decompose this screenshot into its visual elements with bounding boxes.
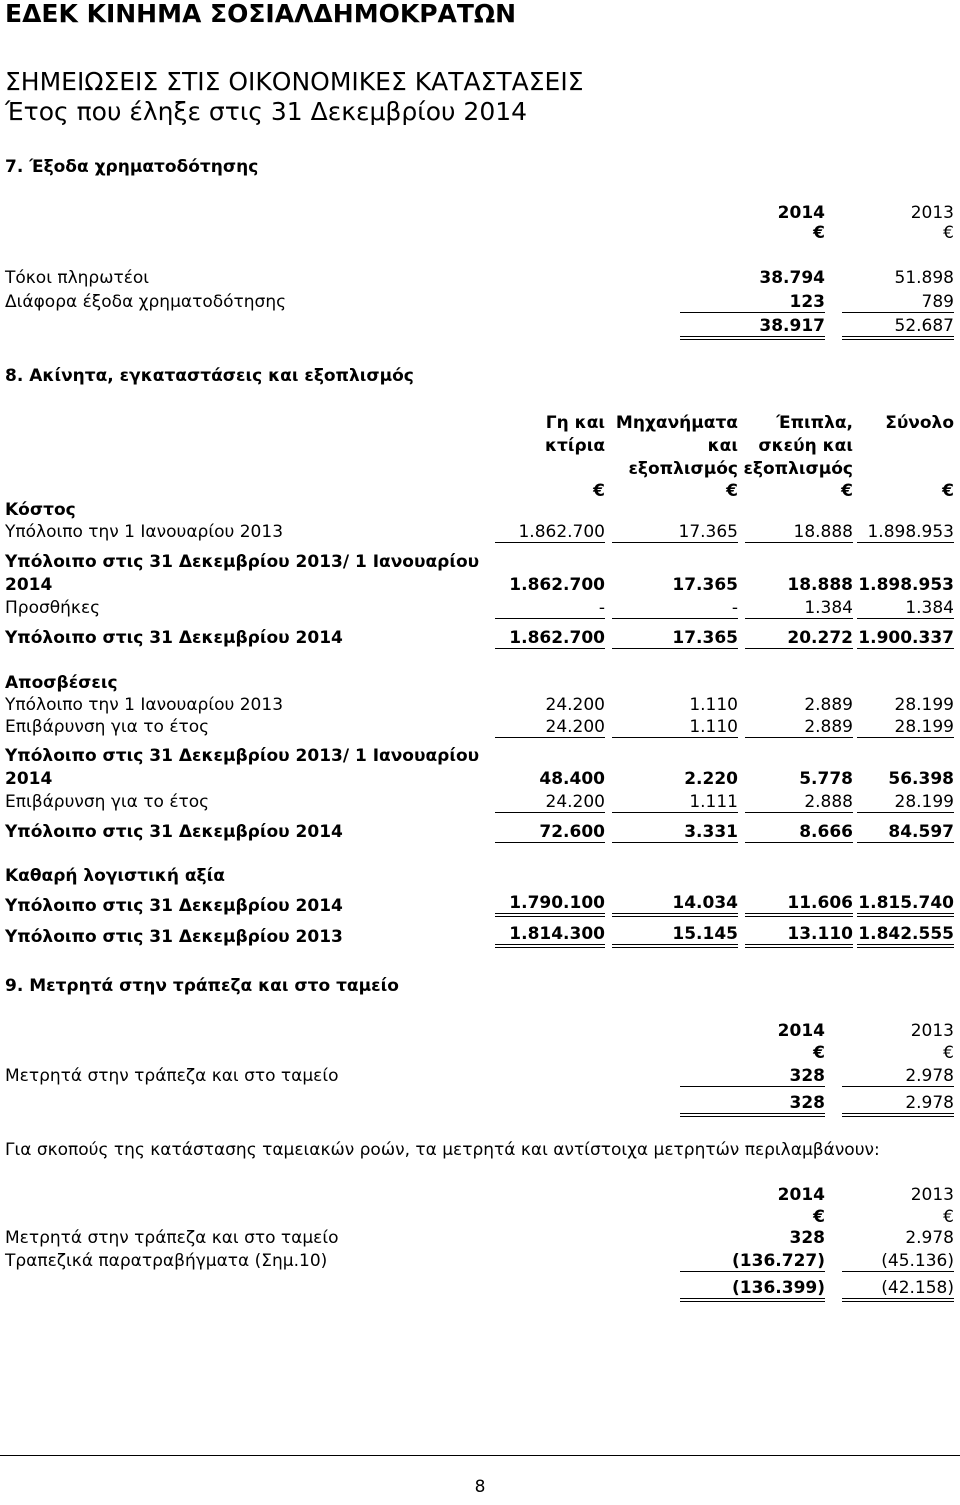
cost-row-additions-c3: 1.384 [745, 598, 853, 619]
nbv-row-2013-c4: 1.842.555 [857, 924, 954, 948]
dep-row-2014close-c4: 84.597 [857, 822, 954, 843]
col-header-line: και [707, 436, 738, 456]
dep-row-opening-c4: 28.199 [894, 695, 954, 715]
note9b-total-2013: (42.158) [842, 1278, 954, 1302]
note7-row-interest-2014: 38.794 [759, 268, 825, 288]
note9b-overdraft-label: Τραπεζικά παρατραβήγματα (Σημ.10) [5, 1251, 328, 1271]
note8-currency-c3: € [841, 481, 853, 501]
nbv-row-2014-c3: 11.606 [745, 893, 853, 917]
nbv-row-2014-c2: 14.034 [612, 893, 738, 917]
note9-cashflow-note: Για σκοπούς της κατάστασης ταμειακών ροών, τα μετρητά και αντίστοιχα μετρητών περιλαμβάνουν: [5, 1140, 880, 1160]
note9-currency-2013: € [943, 1043, 954, 1063]
note7-row-other-2014: 123 [680, 292, 825, 313]
note7-year-2014: 2014 [777, 203, 825, 223]
dep-row-2013close-c4: 56.398 [888, 769, 954, 789]
dep-row-2013close-label2: 2014 [5, 769, 53, 789]
note9b-cash-2013: 2.978 [905, 1228, 954, 1248]
note9-year-2013: 2013 [910, 1021, 954, 1041]
note9-cash-label: Μετρητά στην τράπεζα και στο ταμείο [5, 1066, 339, 1086]
dep-row-2014close-c2: 3.331 [612, 822, 738, 843]
note8-currency-c1: € [593, 481, 605, 501]
dep-row-2014close-c3: 8.666 [745, 822, 853, 843]
note9b-total-2014: (136.399) [680, 1278, 825, 1302]
nbv-row-2013-c3: 13.110 [745, 924, 853, 948]
nbv-row-2013-label: Υπόλοιπο στις 31 Δεκεμβρίου 2013 [5, 927, 343, 947]
note8-col-furniture [740, 412, 853, 481]
cost-row-2013close-c4: 1.898.953 [858, 575, 954, 595]
note9b-overdraft-2014: (136.727) [680, 1251, 825, 1272]
note9b-currency-2013: € [943, 1207, 954, 1227]
dep-row-charge2013-c2: 1.110 [612, 717, 738, 738]
cost-row-2014close-c2: 17.365 [612, 628, 738, 649]
dep-row-opening-c1: 24.200 [545, 695, 605, 715]
cost-row-2014close-label: Υπόλοιπο στις 31 Δεκεμβρίου 2014 [5, 628, 343, 648]
note7-currency-2013: € [943, 223, 954, 243]
nbv-row-2013-c2: 15.145 [612, 924, 738, 948]
note9b-cash-label: Μετρητά στην τράπεζα και στο ταμείο [5, 1228, 339, 1248]
cost-row-opening-c3: 18.888 [745, 522, 853, 543]
note9-cash-2014: 328 [680, 1066, 825, 1087]
note9b-overdraft-2013: (45.136) [842, 1251, 954, 1272]
note7-row-interest-label: Τόκοι πληρωτέοι [5, 268, 150, 288]
dep-row-charge2013-c3: 2.889 [745, 717, 853, 738]
doc-subtitle: Έτος που έληξε στις 31 Δεκεμβρίου 2014 [5, 97, 528, 126]
dep-row-opening-c3: 2.889 [804, 695, 853, 715]
cost-row-opening-c2: 17.365 [612, 522, 738, 543]
nbv-row-2013-c1: 1.814.300 [495, 924, 605, 948]
cost-row-2013close-c3: 18.888 [787, 575, 853, 595]
dep-row-charge2013-c1: 24.200 [495, 717, 605, 738]
dep-row-2013close-c3: 5.778 [799, 769, 853, 789]
dep-row-charge2014-c3: 2.888 [745, 792, 853, 813]
note8-nbv-heading: Καθαρή λογιστική αξία [5, 866, 225, 886]
cost-row-2013close-label1: Υπόλοιπο στις 31 Δεκεμβρίου 2013/ 1 Ιανουαρίου [5, 552, 480, 572]
note9-cash-2013: 2.978 [842, 1066, 954, 1087]
col-header-line: Σύνολο [885, 413, 954, 433]
dep-row-charge2014-c1: 24.200 [495, 792, 605, 813]
note8-dep-heading: Αποσβέσεις [5, 673, 118, 693]
note7-title: 7. Έξοδα χρηματοδότησης [5, 157, 259, 177]
note9-year-2014: 2014 [777, 1021, 825, 1041]
cost-row-opening-c4: 1.898.953 [857, 522, 954, 543]
doc-title: ΣΗΜΕΙΩΣΕΙΣ ΣΤΙΣ ΟΙΚΟΝΟΜΙΚΕΣ ΚΑΤΑΣΤΑΣΕΙΣ [5, 67, 584, 96]
cost-row-opening-c1: 1.862.700 [495, 522, 605, 543]
col-header-line: κτίρια [544, 436, 605, 456]
note9-total-2014: 328 [680, 1093, 825, 1117]
page-number: 8 [474, 1477, 486, 1497]
note8-currency-c2: € [726, 481, 738, 501]
dep-row-charge2014-label: Επιβάρυνση για το έτος [5, 792, 210, 812]
cost-row-opening-label: Υπόλοιπο την 1 Ιανουαρίου 2013 [5, 522, 284, 542]
cost-row-2013close-label2: 2014 [5, 575, 53, 595]
note8-title: 8. Ακίνητα, εγκαταστάσεις και εξοπλισμός [5, 366, 414, 386]
nbv-row-2014-label: Υπόλοιπο στις 31 Δεκεμβρίου 2014 [5, 896, 343, 916]
note7-row-interest-2013: 51.898 [894, 268, 954, 288]
cost-row-2014close-c1: 1.862.700 [495, 628, 605, 649]
col-header-line: εξοπλισμός [628, 459, 738, 479]
dep-row-2013close-c1: 48.400 [539, 769, 605, 789]
note7-currency-2014: € [813, 223, 825, 243]
dep-row-2014close-label: Υπόλοιπο στις 31 Δεκεμβρίου 2014 [5, 822, 343, 842]
note8-col-machinery [610, 412, 738, 481]
col-header-line: Γη και [545, 413, 605, 433]
nbv-row-2014-c4: 1.815.740 [857, 893, 954, 917]
dep-row-charge2014-c2: 1.111 [612, 792, 738, 813]
dep-row-charge2013-label: Επιβάρυνση για το έτος [5, 717, 210, 737]
org-title: ΕΔΕΚ ΚΙΝΗΜΑ ΣΟΣΙΑΛΔΗΜΟΚΡΑΤΩΝ [5, 0, 517, 28]
col-header-line: εξοπλισμός [743, 459, 853, 479]
note9b-currency-2014: € [813, 1207, 825, 1227]
cost-row-additions-c4: 1.384 [857, 598, 954, 619]
dep-row-charge2014-c4: 28.199 [857, 792, 954, 813]
col-header-line: Έπιπλα, [776, 413, 853, 433]
dep-row-opening-c2: 1.110 [689, 695, 738, 715]
note9b-year-2013: 2013 [910, 1185, 954, 1205]
note8-col-total [855, 412, 954, 435]
nbv-row-2014-c1: 1.790.100 [495, 893, 605, 917]
note8-col-land-buildings [500, 412, 605, 458]
cost-row-2013close-c1: 1.862.700 [509, 575, 605, 595]
note9-currency-2014: € [813, 1043, 825, 1063]
dep-row-opening-label: Υπόλοιπο την 1 Ιανουαρίου 2013 [5, 695, 284, 715]
cost-row-additions-c1: - [495, 598, 605, 619]
dep-row-2013close-label1: Υπόλοιπο στις 31 Δεκεμβρίου 2013/ 1 Ιανουαρίου [5, 746, 480, 766]
note7-total-2014: 38.917 [680, 316, 825, 340]
col-header-line: Μηχανήματα [615, 413, 738, 433]
cost-row-2014close-c4: 1.900.337 [858, 628, 954, 648]
col-header-line: σκεύη και [758, 436, 853, 456]
note9b-year-2014: 2014 [777, 1185, 825, 1205]
cost-row-2014close-c3: 20.272 [745, 628, 853, 649]
note8-cost-heading: Κόστος [5, 500, 76, 520]
note7-total-2013: 52.687 [842, 316, 954, 340]
dep-row-2014close-c1: 72.600 [495, 822, 605, 843]
cost-row-additions-label: Προσθήκες [5, 598, 101, 618]
note7-row-other-label: Διάφορα έξοδα χρηματοδότησης [5, 292, 287, 312]
cost-row-2013close-c2: 17.365 [672, 575, 738, 595]
note7-row-other-2013: 789 [842, 292, 954, 313]
note9-title: 9. Μετρητά στην τράπεζα και στο ταμείο [5, 976, 399, 996]
cost-row-additions-c2: - [612, 598, 738, 619]
dep-row-2013close-c2: 2.220 [684, 769, 738, 789]
dep-row-charge2013-c4: 28.199 [857, 717, 954, 738]
note8-currency-c4: € [942, 481, 954, 501]
note9b-cash-2014: 328 [789, 1228, 825, 1248]
note9-total-2013: 2.978 [842, 1093, 954, 1117]
note7-year-2013: 2013 [910, 203, 954, 223]
footer-rule [0, 1455, 960, 1456]
